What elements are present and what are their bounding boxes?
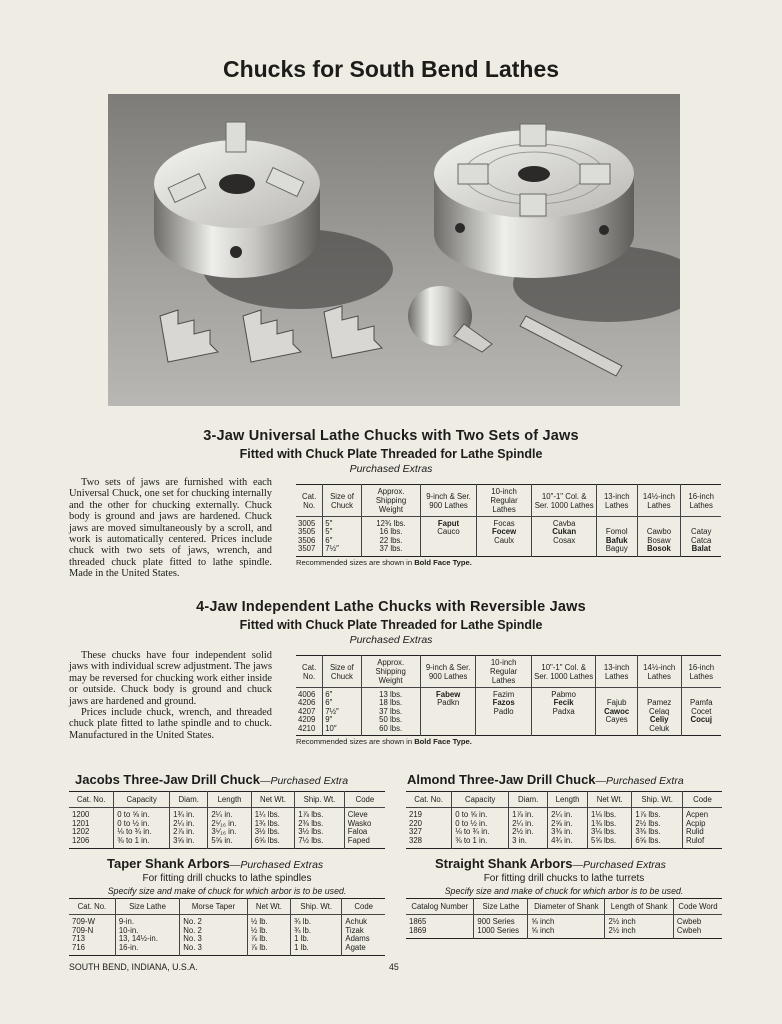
straight-arbors-subtitle: For fitting drill chucks to lathe turrets: [483, 873, 645, 884]
col-header: Size Lathe: [474, 899, 528, 915]
table-cell: [596, 725, 637, 736]
col-header: 14½-inch Lathes: [637, 485, 681, 517]
table-row: [69, 808, 385, 820]
col-header: Size of Chuck: [323, 656, 361, 688]
straight-arbors-title: Straight Shank Arbors—Purchased Extras: [435, 856, 666, 871]
table-cell: 1¼ lbs.: [251, 808, 294, 820]
table-cell: 9″: [323, 716, 361, 724]
col-header: 13-inch Lathes: [596, 485, 637, 517]
col-header: Ship. Wt.: [295, 792, 345, 808]
table-cell: 2⅝ in.: [548, 820, 588, 829]
straight-arbors-table: [406, 898, 722, 939]
table-cell: Cukan: [532, 528, 597, 536]
three-jaw-section-title: 3-Jaw Universal Lathe Chucks with Two Sets of Jaws: [203, 428, 579, 444]
table-cell: 2⅜ lbs.: [295, 820, 345, 829]
table-cell: 219: [409, 810, 423, 819]
three-jaw-section-subtitle: Fitted with Chuck Plate Threaded for Lathe Spindle: [239, 447, 543, 461]
table-row: [406, 927, 722, 939]
table-cell: ⅝ inch: [528, 927, 605, 939]
page-title: Chucks for South Bend Lathes: [222, 56, 560, 82]
table-cell: 2¼ in.: [509, 820, 548, 829]
table-cell: Cosax: [532, 537, 597, 545]
table-cell: 4206: [298, 698, 316, 708]
col-header: Morse Taper: [180, 899, 247, 915]
arbor-image: [520, 316, 622, 376]
table-cell: 2½ in.: [509, 828, 548, 837]
almond-title: Almond Three-Jaw Drill Chuck—Purchased Extra: [407, 772, 684, 787]
col-header: Cat. No.: [69, 899, 115, 915]
table-cell: 13, 14½-in.: [115, 935, 179, 944]
table-row: [69, 935, 385, 944]
table-cell: 0 to ½ in.: [452, 820, 509, 829]
table-cell: 22 lbs.: [361, 537, 421, 545]
col-header: Ship. Wt.: [291, 899, 342, 915]
table-cell: 2½ lbs.: [632, 820, 683, 829]
table-cell: 5⅝ lbs.: [588, 837, 632, 849]
table-cell: Padlo: [476, 708, 531, 716]
table-cell: [532, 545, 597, 556]
table-row: [69, 792, 385, 808]
col-header: Size of Chuck: [323, 485, 361, 517]
col-header: Approx. Shipping Weight: [361, 485, 421, 517]
table-cell: Faloa: [344, 828, 385, 837]
table-cell: Baguy: [596, 545, 637, 556]
table-cell: Rulid: [682, 828, 722, 837]
col-header: 13-inch Lathes: [596, 656, 637, 688]
table-cell: Celiy: [637, 716, 681, 724]
table-cell: Cleve: [344, 808, 385, 820]
table-cell: 1201: [72, 818, 90, 828]
table-cell: 1000 Series: [474, 927, 528, 939]
table-cell: 5⅝ in.: [208, 837, 251, 849]
spare-jaws-image: [160, 306, 382, 362]
table-cell: 1869: [409, 925, 427, 935]
table-row: [406, 792, 722, 808]
table-cell: 3⅛ lbs.: [588, 828, 632, 837]
table-cell: 0 to ⅝ in.: [452, 808, 509, 820]
col-header: Cat. No.: [296, 656, 323, 688]
table-cell: 1 lb.: [291, 935, 342, 944]
table-cell: Bosok: [637, 545, 681, 556]
table-cell: 1⅞ in.: [509, 808, 548, 820]
table-cell: Cauco: [421, 528, 477, 536]
table-cell: 13 lbs.: [361, 688, 420, 700]
table-cell: [476, 725, 531, 736]
table-cell: 12¾ lbs.: [361, 517, 421, 529]
table-cell: 50 lbs.: [361, 716, 420, 724]
col-header: Cat. No.: [296, 485, 323, 517]
table-cell: Acpip: [682, 820, 722, 829]
four-jaw-section-subtitle: Fitted with Chuck Plate Threaded for Lathe Spindle: [239, 618, 543, 632]
table-cell: No. 2: [180, 915, 247, 927]
table-cell: 1⅜ lbs.: [588, 820, 632, 829]
col-header: Cat. No.: [406, 792, 452, 808]
table-cell: 16 lbs.: [361, 528, 421, 536]
three-jaw-chuck-image: [154, 122, 320, 278]
table-cell: 1¾ lbs.: [251, 820, 294, 829]
table-cell: Fomol: [596, 528, 637, 536]
table-cell: 328: [409, 835, 423, 845]
straight-arbors-note: Specify size and make of chuck for which arbor is to be used.: [444, 886, 684, 896]
table-cell: Focas: [476, 517, 532, 529]
col-header: Capacity: [114, 792, 170, 808]
col-header: 9-inch & Ser. 900 Lathes: [420, 656, 476, 688]
col-header: Ship. Wt.: [632, 792, 683, 808]
table-cell: 3005: [298, 519, 316, 528]
table-cell: Bafuk: [596, 537, 637, 545]
table-cell: 3⁵⁄₁₆ in.: [208, 828, 251, 837]
table-cell: 37 lbs.: [361, 708, 420, 716]
col-header: Size Lathe: [115, 899, 179, 915]
table-cell: 2½ inch: [605, 915, 673, 927]
four-jaw-note: Recommended sizes are shown in Bold Face Type.: [296, 737, 472, 746]
table-cell: 1202: [72, 827, 90, 837]
table-cell: 1¾ in.: [170, 808, 208, 820]
table-cell: Fazim: [476, 688, 531, 700]
three-jaw-purchased-extras: Purchased Extras: [349, 463, 433, 475]
table-cell: 709-N: [72, 925, 94, 935]
col-header: 14½-inch Lathes: [637, 656, 681, 688]
table-row: [69, 927, 385, 936]
col-header: Diam.: [509, 792, 548, 808]
table-cell: ¾ lb.: [291, 915, 342, 927]
page-number: 45: [389, 962, 399, 972]
table-cell: Pabmo: [531, 688, 596, 700]
taper-arbors-subtitle: For fitting drill chucks to lathe spindles: [142, 873, 312, 884]
table-cell: [531, 716, 596, 724]
table-cell: 709-W: [72, 917, 95, 926]
table-cell: 9-in.: [115, 915, 179, 927]
col-header: Net Wt.: [247, 899, 290, 915]
table-cell: Padkn: [420, 699, 476, 707]
col-header: 10-inch Regular Lathes: [476, 485, 532, 517]
three-jaw-note: Recommended sizes are shown in Bold Face Type.: [296, 558, 472, 567]
table-cell: 1 lb.: [291, 944, 342, 956]
four-jaw-section-title: 4-Jaw Independent Lathe Chucks with Reversible Jaws: [196, 599, 586, 615]
table-cell: Cavba: [532, 517, 597, 529]
four-jaw-description: These chucks have four independent solid jaws with individual screw adjustment. The jaws may be reversed for chucking work either inside or outside. Chuck body is ground and chuck jaws are hardened and ground. Prices include chuck, wrench, and threaded chuck plate fitted to lathe spindle and to chuck. Manufactured in the United States.: [69, 650, 272, 741]
table-cell: Focew: [476, 528, 532, 536]
table-cell: 3½ lbs.: [251, 828, 294, 837]
table-cell: 713: [72, 934, 86, 944]
table-cell: Faput: [421, 517, 477, 529]
table-cell: 0 to ⅝ in.: [114, 808, 170, 820]
table-cell: Acpen: [682, 808, 722, 820]
table-row: [296, 725, 721, 736]
col-header: Diameter of Shank: [528, 899, 605, 915]
table-row: [296, 656, 721, 688]
table-cell: [476, 716, 531, 724]
table-row: [296, 485, 721, 517]
table-cell: 1865: [409, 917, 427, 926]
table-cell: No. 2: [180, 927, 247, 936]
table-cell: 2¼ in.: [170, 820, 208, 829]
col-header: Catalog Number: [406, 899, 474, 915]
table-cell: 1⅞ lbs.: [295, 808, 345, 820]
table-cell: Celaq: [637, 708, 681, 716]
table-cell: 1⅞ lbs.: [632, 808, 683, 820]
table-cell: [420, 725, 476, 736]
table-cell: 60 lbs.: [361, 725, 420, 736]
table-cell: 900 Series: [474, 915, 528, 927]
table-cell: Tizak: [342, 927, 385, 936]
table-cell: 2½ inch: [605, 927, 673, 939]
col-header: Approx. Shipping Weight: [361, 656, 420, 688]
table-row: [406, 899, 722, 915]
jacobs-table: [69, 791, 385, 849]
table-cell: 4006: [298, 690, 316, 699]
col-header: Cat. No.: [69, 792, 114, 808]
table-cell: [476, 545, 532, 556]
table-cell: [531, 725, 596, 736]
table-cell: Cocuj: [681, 716, 721, 724]
table-cell: Cawoc: [596, 708, 637, 716]
table-cell: 4¾ in.: [548, 837, 588, 849]
table-cell: 2⅞ in.: [170, 828, 208, 837]
table-cell: 327: [409, 827, 423, 837]
table-row: [69, 899, 385, 915]
table-cell: 7½ lbs.: [295, 837, 345, 849]
table-cell: Fazos: [476, 699, 531, 707]
table-cell: ½ lb.: [247, 927, 290, 936]
table-cell: 18 lbs.: [361, 699, 420, 707]
col-header: 10-inch Regular Lathes: [476, 656, 531, 688]
four-jaw-price-table: [296, 655, 721, 736]
table-cell: Celuk: [637, 725, 681, 736]
col-header: 9-inch & Ser. 900 Lathes: [421, 485, 477, 517]
table-cell: Adams: [342, 935, 385, 944]
three-jaw-description: Two sets of jaws are furnished with each Universal Chuck, one set for chucking internally and the other for chucking externally. Chuck body is ground and jaws are hardened. Chuck jaws are moved simultaneously by a scroll, and work is automatically centered. Prices include chuck with two sets of jaws, wrench, and threaded chuck plate fitted to lathe spindle. Made in the United States.: [69, 477, 272, 580]
table-cell: 6⅝ lbs.: [251, 837, 294, 849]
footer-location: SOUTH BEND, INDIANA, U.S.A.: [69, 962, 198, 972]
table-cell: 3⅝ in.: [170, 837, 208, 849]
table-cell: 2¼ in.: [548, 808, 588, 820]
col-header: Capacity: [452, 792, 509, 808]
table-cell: Pamez: [637, 699, 681, 707]
table-cell: Fabew: [420, 688, 476, 700]
table-cell: 6″: [323, 688, 361, 700]
table-row: [296, 545, 721, 556]
table-cell: Rulof: [682, 837, 722, 849]
col-header: Code Word: [673, 899, 722, 915]
table-row: [406, 808, 722, 820]
table-cell: 7½″: [323, 545, 361, 556]
table-cell: Caulx: [476, 537, 532, 545]
table-cell: Bosaw: [637, 537, 681, 545]
table-cell: ⅜ to 1 in.: [114, 837, 170, 849]
table-cell: 5″: [323, 528, 361, 536]
table-cell: Pamfa: [681, 699, 721, 707]
table-cell: Agate: [342, 944, 385, 956]
table-cell: [421, 537, 477, 545]
table-cell: Cawbo: [637, 528, 681, 536]
table-cell: 7½″: [323, 708, 361, 716]
table-cell: 1206: [72, 835, 90, 845]
taper-arbors-table: [69, 898, 385, 956]
col-header: 16-inch Lathes: [681, 656, 721, 688]
table-cell: ⅛ to ¾ in.: [452, 828, 509, 837]
table-cell: Padxa: [531, 708, 596, 716]
table-cell: [420, 708, 476, 716]
col-header: Net Wt.: [588, 792, 632, 808]
table-cell: 6″: [323, 699, 361, 707]
table-cell: 2⁵⁄₁₆ in.: [208, 820, 251, 829]
table-row: [69, 915, 385, 927]
table-cell: ¾ lb.: [291, 927, 342, 936]
table-row: [69, 944, 385, 956]
col-header: Net Wt.: [251, 792, 294, 808]
table-cell: 6⅝ lbs.: [632, 837, 683, 849]
table-cell: 37 lbs.: [361, 545, 421, 556]
table-cell: 3½ lbs.: [295, 828, 345, 837]
table-cell: 4209: [298, 715, 316, 725]
table-cell: Fajub: [596, 699, 637, 707]
table-cell: 3⅜ in.: [548, 828, 588, 837]
col-header: 10"-1" Col. & Ser. 1000 Lathes: [532, 485, 597, 517]
col-header: 16-inch Lathes: [681, 485, 721, 517]
table-cell: No. 3: [180, 935, 247, 944]
table-cell: Cwbeb: [673, 915, 722, 927]
table-row: [406, 915, 722, 927]
table-cell: Balat: [681, 545, 721, 556]
table-cell: 10″: [323, 725, 361, 736]
table-row: [406, 837, 722, 849]
table-cell: 0 to ½ in.: [114, 820, 170, 829]
taper-arbors-title: Taper Shank Arbors—Purchased Extras: [107, 856, 324, 871]
table-cell: 5″: [323, 517, 361, 529]
chucks-photo: [108, 94, 680, 406]
table-cell: ⅞ lb.: [247, 935, 290, 944]
table-cell: ⅝ inch: [528, 915, 605, 927]
table-cell: [420, 716, 476, 724]
table-cell: Faped: [344, 837, 385, 849]
table-cell: [421, 545, 477, 556]
table-cell: 2¼ in.: [208, 808, 251, 820]
col-header: Length: [548, 792, 588, 808]
almond-table: [406, 791, 722, 849]
table-cell: ½ lb.: [247, 915, 290, 927]
table-cell: ⅛ to ¾ in.: [114, 828, 170, 837]
table-cell: 716: [72, 942, 86, 952]
col-header: Code: [682, 792, 722, 808]
four-jaw-chuck-image: [434, 124, 634, 278]
table-cell: 3506: [298, 535, 316, 545]
table-cell: ⅞ lb.: [247, 944, 290, 956]
table-cell: 4210: [298, 723, 316, 733]
table-cell: [681, 725, 721, 736]
col-header: Length: [208, 792, 251, 808]
table-cell: Cocet: [681, 708, 721, 716]
table-cell: Cwbeh: [673, 927, 722, 939]
col-header: Length of Shank: [605, 899, 673, 915]
table-cell: 3⅜ lbs.: [632, 828, 683, 837]
table-cell: Wasko: [344, 820, 385, 829]
drill-chuck-image: [408, 286, 492, 352]
col-header: Code: [342, 899, 385, 915]
table-row: [69, 837, 385, 849]
table-cell: No. 3: [180, 944, 247, 956]
jacobs-title: Jacobs Three-Jaw Drill Chuck—Purchased Extra: [75, 772, 349, 787]
table-cell: 3505: [298, 527, 316, 537]
table-cell: Fecik: [531, 699, 596, 707]
table-cell: 220: [409, 818, 423, 828]
table-cell: 10-in.: [115, 927, 179, 936]
table-cell: Catay: [681, 528, 721, 536]
table-cell: 1⅛ lbs.: [588, 808, 632, 820]
col-header: Diam.: [170, 792, 208, 808]
table-cell: Catca: [681, 537, 721, 545]
table-cell: 4207: [298, 706, 316, 716]
table-cell: 1200: [72, 810, 90, 819]
table-cell: 16-in.: [115, 944, 179, 956]
table-cell: Cayes: [596, 716, 637, 724]
taper-arbors-note: Specify size and make of chuck for which arbor is to be used.: [107, 886, 347, 896]
table-cell: 3 in.: [509, 837, 548, 849]
table-cell: 3507: [298, 544, 316, 554]
table-cell: Achuk: [342, 915, 385, 927]
three-jaw-price-table: [296, 484, 721, 557]
col-header: 10"-1" Col. & Ser. 1000 Lathes: [531, 656, 596, 688]
col-header: Code: [344, 792, 385, 808]
four-jaw-purchased-extras: Purchased Extras: [349, 634, 433, 646]
table-cell: 6″: [323, 537, 361, 545]
table-cell: ⅜ to 1 in.: [452, 837, 509, 849]
